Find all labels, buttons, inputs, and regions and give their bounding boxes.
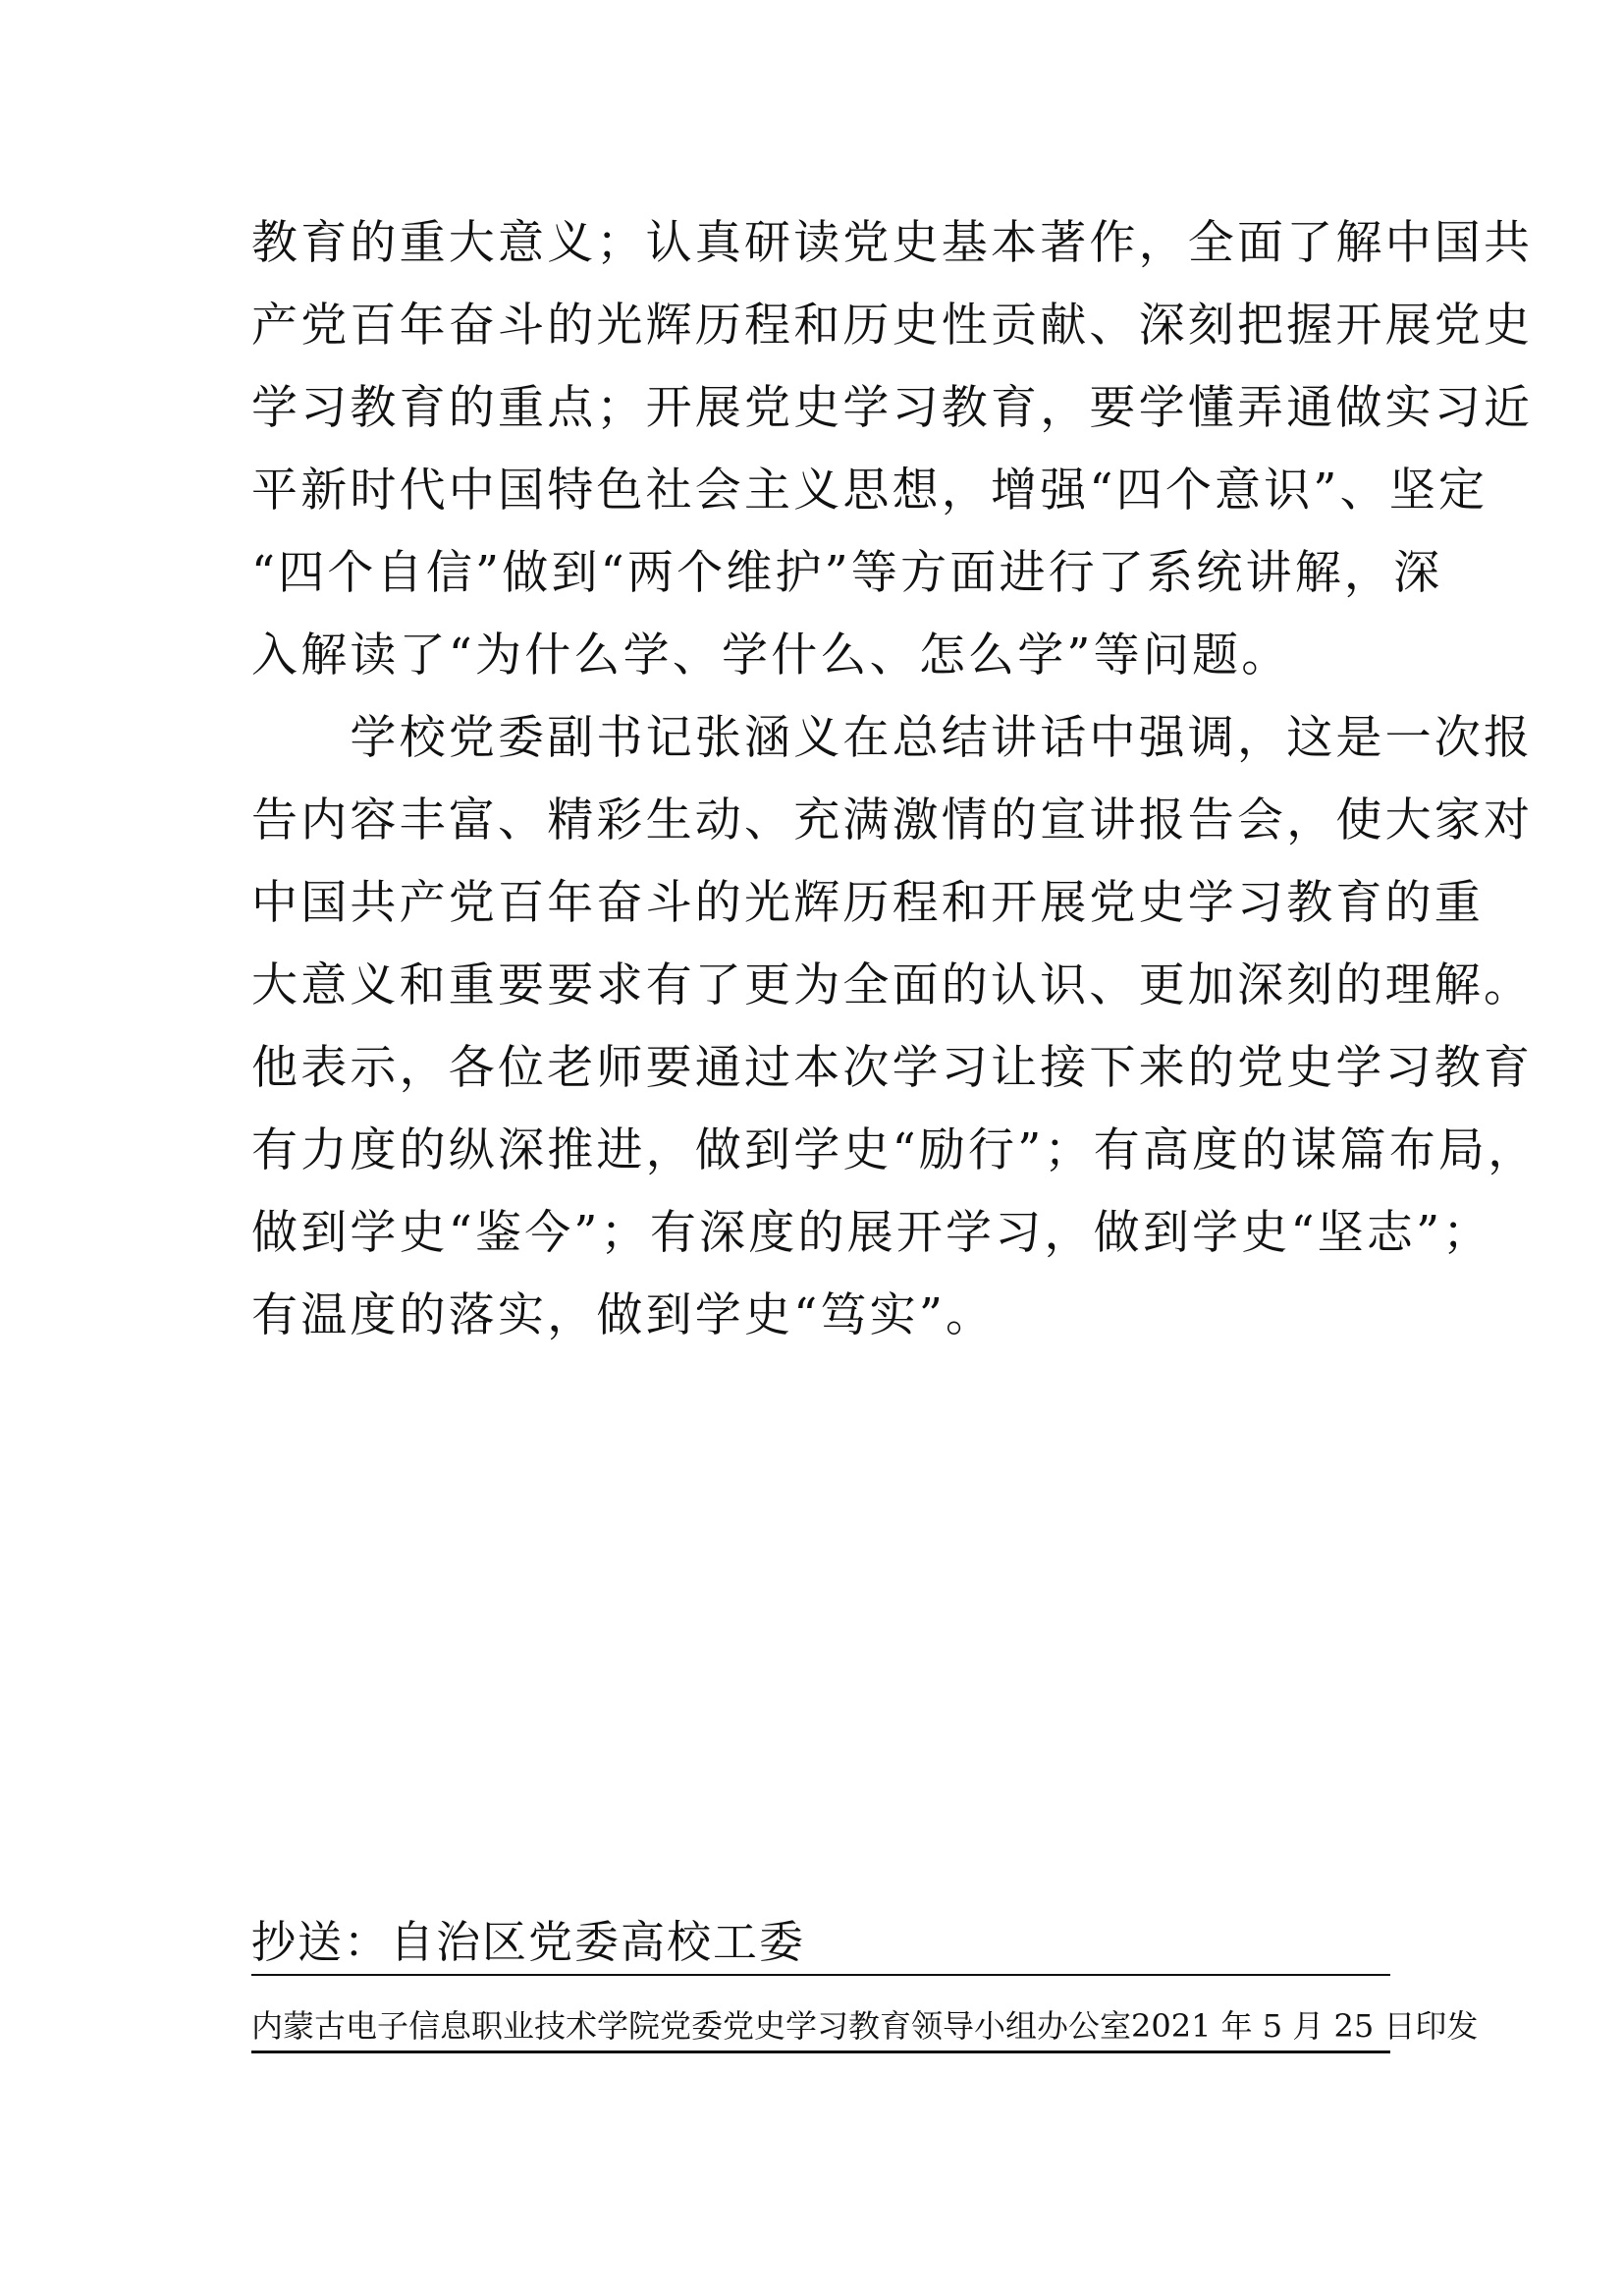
body-line: 产党百年奋斗的光辉历程和历史性贡献、深刻把握开展党史 xyxy=(251,299,1534,353)
body-line: 中国共产党百年奋斗的光辉历程和开展党史学习教育的重 xyxy=(251,876,1484,930)
issuer-name: 内蒙古电子信息职业技术学院党委党史学习教育领导小组办公室 xyxy=(251,2007,1132,2045)
body-line: 平新时代中国特色社会主义思想，增强“四个意识”、坚定 xyxy=(251,464,1488,518)
issue-date: 2021 年 5 月 25 日印发 xyxy=(1131,2007,1479,2045)
body-line: 入解读了“为什么学、学什么、怎么学”等问题。 xyxy=(251,629,1291,683)
body-line: 学校党委副书记张涵义在总结讲话中强调，这是一次报 xyxy=(251,711,1534,765)
divider-thick xyxy=(251,2050,1390,2053)
body-line: 教育的重大意义；认真研读党史基本著作，全面了解中国共 xyxy=(251,216,1534,270)
body-line: 有温度的落实，做到学史“笃实”。 xyxy=(251,1288,996,1342)
body-line: 他表示，各位老师要通过本次学习让接下来的党史学习教育 xyxy=(251,1041,1534,1095)
body-line: 有力度的纵深推进，做到学史“励行”；有高度的谋篇布局， xyxy=(251,1123,1538,1177)
cc-line: 抄送：自治区党委高校工委 xyxy=(251,1916,806,1968)
issuer-line xyxy=(251,2003,1479,2049)
body-line: “四个自信”做到“两个维护”等方面进行了系统讲解，深 xyxy=(251,546,1443,600)
divider-thin xyxy=(251,1974,1390,1976)
body-line: 学习教育的重点；开展党史学习教育，要学懂弄通做实习近 xyxy=(251,381,1534,435)
body-line: 大意义和重要要求有了更为全面的认识、更加深刻的理解。 xyxy=(251,958,1534,1012)
body-line: 做到学史“鉴今”；有深度的展开学习，做到学史“坚志”； xyxy=(251,1206,1492,1260)
body-line: 告内容丰富、精彩生动、充满激情的宣讲报告会，使大家对 xyxy=(251,793,1534,847)
